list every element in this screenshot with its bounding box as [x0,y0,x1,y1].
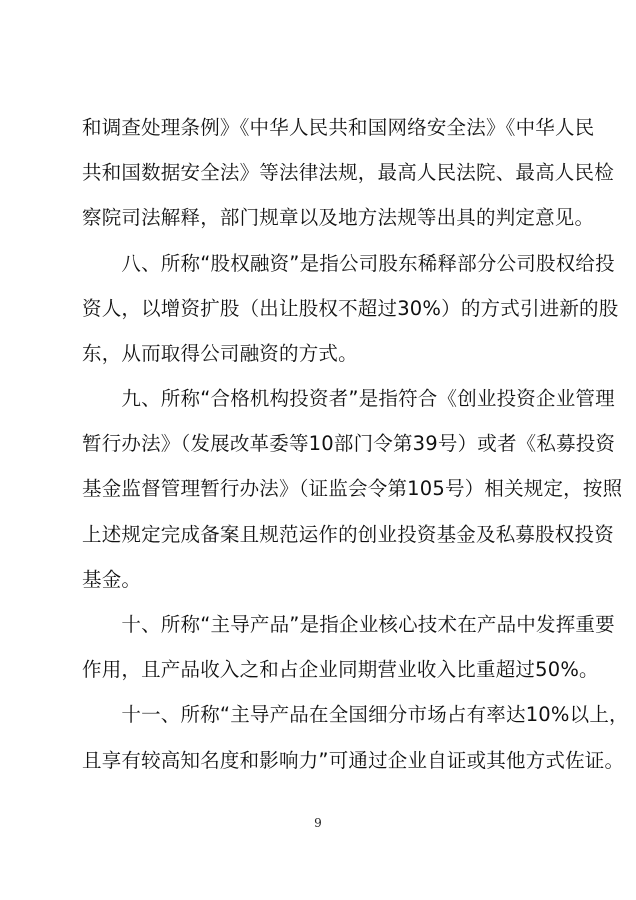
text-line: 察院司法解释，部门规章以及地方法规等出具的判定意见。 [82,206,595,229]
text-line: 基金监督管理暂行办法》（证监会令第105号）相关规定，按照 [82,477,623,500]
text-line: 作用，且产品收入之和占企业同期营业收入比重超过50%。 [82,658,599,681]
text-line: 资人，以增资扩股（出让股权不超过30%）的方式引进新的股 [82,297,619,320]
text-line: 基金。 [82,568,142,591]
text-line: 八、所称“股权融资”是指公司股东稀释部分公司股权给投 [82,252,615,275]
text-line: 共和国数据安全法》等法律法规，最高人民法院、最高人民检 [82,161,614,184]
text-line: 和调查处理条例》《中华人民共和国网络安全法》《中华人民 [82,116,595,139]
text-line: 暂行办法》（发展改革委等10部门令第39号）或者《私募投资 [82,432,616,455]
text-line: 九、所称“合格机构投资者”是指符合《创业投资企业管理 [82,387,615,410]
text-line: 东，从而取得公司融资的方式。 [82,342,358,365]
page-number: 9 [314,816,322,830]
text-line: 十一、所称“主导产品在全国细分市场占有率达10%以上， [82,703,629,726]
text-line: 十、所称“主导产品”是指企业核心技术在产品中发挥重要 [82,613,615,636]
text-line: 且享有较高知名度和影响力”可通过企业自证或其他方式佐证。 [82,749,625,772]
text-line: 上述规定完成备案且规范运作的创业投资基金及私募股权投资 [82,523,614,546]
